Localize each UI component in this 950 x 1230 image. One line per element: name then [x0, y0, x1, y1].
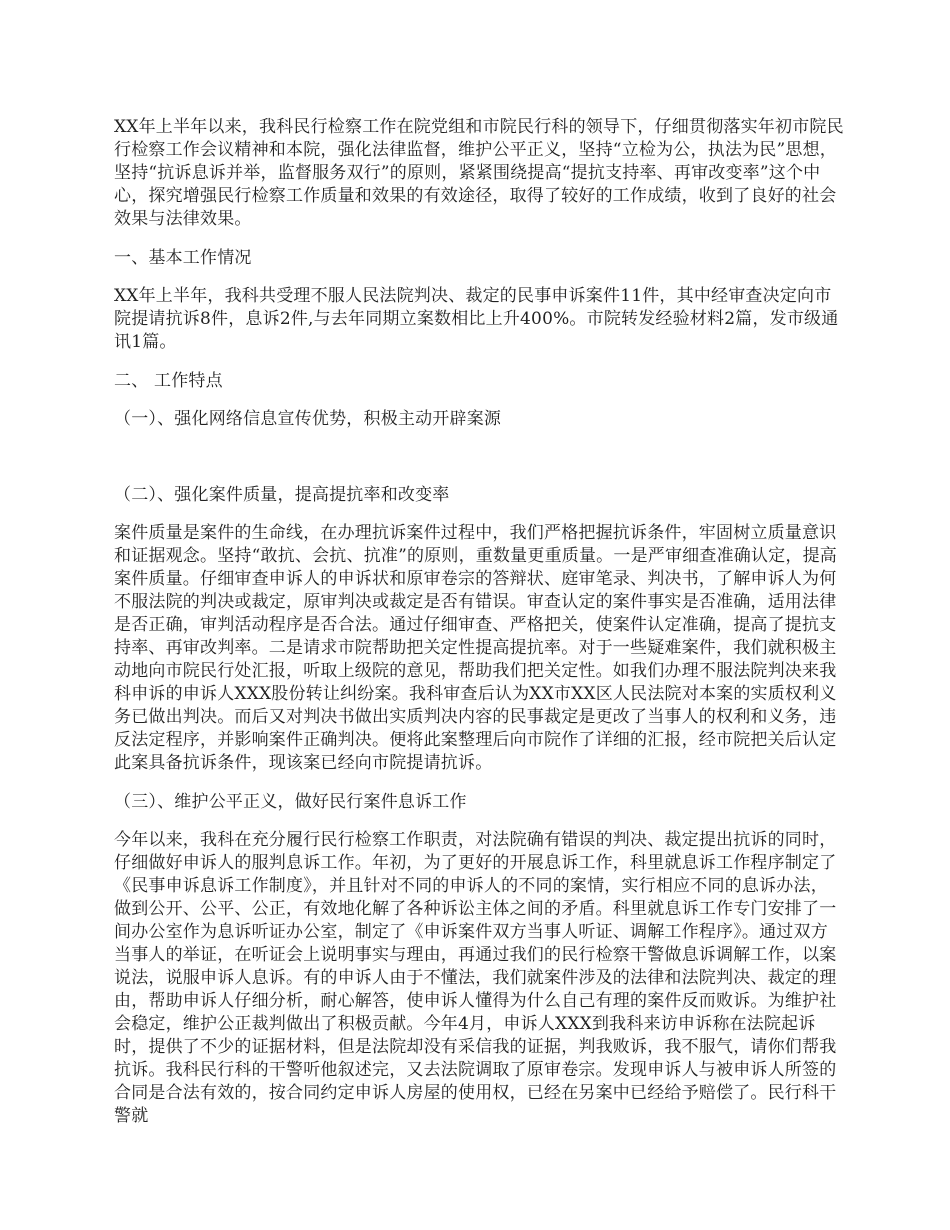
blank-gap: [114, 446, 844, 484]
intro-paragraph: XX年上半年以来，我科民行检察工作在院党组和市院民行科的领导下，仔细贯彻落实年初市院民行检察工作会议精神和本院，强化法律监督，维护公平正义，坚持“立检为公，执法为民”思想，坚持“抗诉息诉并举，监督服务双行”的原则，紧紧围绕提高“提抗支持率、再审改变率”这个中心，探究增强民行检察工作质量和效果的有效途径，取得了较好的工作成绩，收到了良好的社会效果与法律效果。: [114, 117, 844, 229]
document-body: [114, 116, 844, 1144]
subsection-3-paragraph: 今年以来，我科在充分履行民行检察工作职责，对法院确有错误的判决、裁定提出抗诉的同时，仔细做好申诉人的服判息诉工作。年初，为了更好的开展息诉工作，科里就息诉工作程序制定了《民事申诉息诉工作制度》，并且针对不同的申诉人的不同的案情，实行相应不同的息诉办法，做到公开、公平、公正，有效地化解了各种诉讼主体之间的矛盾。科里就息诉工作专门安排了一间办公室作为息诉听证办公室，制定了《申诉案件双方当事人听证、调解工作程序》。通过双方当事人的举证，在听证会上说明事实与理由，再通过我们的民行检察干警做息诉调解工作，以案说法，说服申诉人息诉。有的申诉人由于不懂法，我们就案件涉及的法律和法院判决、裁定的理由，帮助申诉人仔细分析，耐心解答，使申诉人懂得为什么自己有理的案件反而败诉。为维护社会稳定，维护公正裁判做出了积极贡献。今年4月，申诉人XXX到我科来访申诉称在法院起诉时，提供了不少的证据材料，但是法院却没有采信我的证据，判我败诉，我不服气，请你们帮我抗诉。我科民行科的干警听他叙述完，又去法院调取了原审卷宗。发现申诉人与被申诉人所签的合同是合法有效的，按合同约定申诉人房屋的使用权，已经在另案中已经给予赔偿了。民行科干警就: [114, 830, 837, 1126]
subsection-2-heading: （二）、强化案件质量，提高提抗率和改变率: [114, 485, 450, 505]
section-1-paragraph: XX年上半年，我科共受理不服人民法院判决、裁定的民事申诉案件11件，其中经审查决定向市院提请抗诉8件，息诉2件,与去年同期立案数相比上升400%。市院转发经验材料2篇，发市级通讯1篇。: [114, 286, 839, 352]
subsection-3-heading: （三）、维护公平正义，做好民行案件息诉工作: [114, 792, 467, 812]
subsection-2-paragraph: 案件质量是案件的生命线，在办理抗诉案件过程中，我们严格把握抗诉条件，牢固树立质量意识和证据观念。坚持“敢抗、会抗、抗准”的原则，重数量更重质量。一是严审细查准确认定，提高案件质量。仔细审查申诉人的申诉状和原审卷宗的答辩状、庭审笔录、判决书，了解申诉人为何不服法院的判决或裁定，原审判决或裁定是否有错误。审查认定的案件事实是否准确，适用法律是否正确，审判活动程序是否合法。通过仔细审查、严格把关，使案件认定准确，提高了提抗支持率、再审改判率。二是请求市院帮助把关定性提高提抗率。对于一些疑难案件，我们就积极主动地向市院民行处汇报，听取上级院的意见，帮助我们把关定性。如我们办理不服法院判决来我科申诉的申诉人XXX股份转让纠纷案。我科审查后认为XX市XX区人民法院对本案的实质权利义务已做出判决。而后又对判决书做出实质判决内容的民事裁定是更改了当事人的权利和义务，违反法定程序，并影响案件正确判决。便将此案整理后向市院作了详细的汇报，经市院把关后认定此案具备抗诉条件，现该案已经向市院提请抗诉。: [114, 523, 837, 773]
subsection-1-heading: （一）、强化网络信息宣传优势，积极主动开辟案源: [114, 409, 502, 429]
section-1-heading: 一、基本工作情况: [114, 248, 252, 268]
section-2-heading: 二、 工作特点: [114, 371, 223, 391]
